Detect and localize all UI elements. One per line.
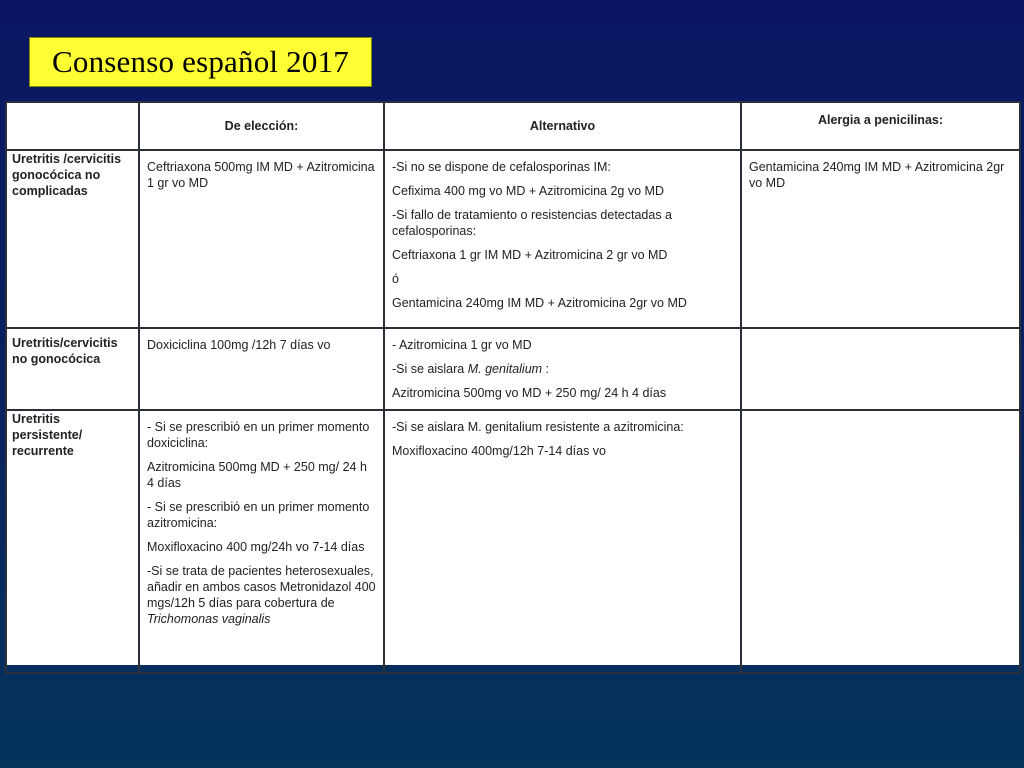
- header-cell-allergy: [741, 102, 1020, 150]
- header-cell-empty: [6, 102, 139, 150]
- cell-line: Gentamicina 240mg IM MD + Azitromicina 2gr vo MD: [392, 296, 687, 310]
- cell-line: Ceftriaxona 1 gr IM MD + Azitromicina 2 gr vo MD: [392, 248, 668, 262]
- header-choice: De elección:: [224, 119, 299, 133]
- choice-lines: [140, 151, 383, 191]
- alternative-cell: [384, 410, 741, 673]
- table-row: [6, 328, 1020, 410]
- choice-cell: [139, 410, 384, 673]
- cell-line: -Si fallo de tratamiento o resistencias detectadas a cefalosporinas:: [392, 208, 673, 238]
- line-fragment: :: [542, 362, 550, 376]
- line-fragment: -Si se trata de pacientes heterosexuales, añadir en ambos casos Metronidazol 400 mgs/12h 5 días para cobertura de: [147, 564, 376, 610]
- cell-line: Gentamicina 240mg IM MD + Azitromicina 2gr vo MD: [749, 160, 1005, 190]
- cell-line: Ceftriaxona 500mg IM MD + Azitromicina 1 gr vo MD: [147, 160, 375, 190]
- cell-line: [392, 361, 734, 377]
- allergy-cell: [741, 410, 1020, 673]
- allergy-lines: [742, 151, 1019, 191]
- title-box: [29, 37, 372, 87]
- cell-line: Moxifloxacino 400 mg/24h vo 7-14 días: [147, 540, 365, 554]
- cell-line: Azitromicina 500mg MD + 250 mg/ 24 h 4 días: [147, 460, 367, 490]
- row-label-cell: [6, 328, 139, 410]
- choice-lines: [140, 329, 383, 353]
- allergy-cell: [741, 328, 1020, 410]
- cell-line: Cefixima 400 mg vo MD + Azitromicina 2g vo MD: [392, 184, 664, 198]
- slide-title: Consenso español 2017: [52, 44, 349, 79]
- line-fragment: -Si se aislara: [392, 362, 468, 376]
- treatment-table-grid: [5, 101, 1021, 674]
- treatment-table: [5, 101, 1019, 665]
- cell-line: - Si se prescribió en un primer momento doxiciclina:: [147, 420, 370, 450]
- cell-line: - Azitromicina 1 gr vo MD: [392, 338, 532, 352]
- table-row: [6, 410, 1020, 673]
- alternative-lines: [385, 329, 740, 401]
- row-label-cell: [6, 410, 139, 673]
- alternative-cell: [384, 150, 741, 328]
- header-allergy: Alergia a penicilinas:: [817, 113, 944, 127]
- cell-line: -Si no se dispone de cefalosporinas IM:: [392, 160, 611, 174]
- allergy-lines: [742, 411, 1019, 419]
- alternative-cell: [384, 328, 741, 410]
- header-cell-choice: [139, 102, 384, 150]
- cell-line: -Si se aislara M. genitalium resistente a azitromicina:: [392, 420, 684, 434]
- alternative-lines: [385, 151, 740, 311]
- table-row: [6, 150, 1020, 328]
- cell-line: [147, 563, 377, 627]
- header-cell-alternative: [384, 102, 741, 150]
- choice-cell: [139, 328, 384, 410]
- row-label: Uretritis persistente/ recurrente: [12, 412, 83, 458]
- cell-line: Azitromicina 500mg vo MD + 250 mg/ 24 h 4 días: [392, 386, 667, 400]
- cell-line: ó: [392, 272, 399, 286]
- allergy-cell: [741, 150, 1020, 328]
- italic-term: M. genitalium: [467, 362, 543, 376]
- cell-line: - Si se prescribió en un primer momento azitromicina:: [147, 500, 370, 530]
- italic-term: Trichomonas vaginalis: [147, 612, 271, 626]
- row-label: Uretritis /cervicitis gonocócica no complicadas: [12, 152, 122, 198]
- header-alternative: Alternativo: [529, 119, 596, 133]
- header-row: [6, 102, 1020, 150]
- cell-line: Moxifloxacino 400mg/12h 7-14 días vo: [392, 444, 607, 458]
- row-label-cell: [6, 150, 139, 328]
- choice-lines: [140, 411, 383, 627]
- cell-line: Doxiciclina 100mg /12h 7 días vo: [147, 338, 331, 352]
- allergy-lines: [742, 329, 1019, 337]
- row-label: Uretritis/cervicitis no gonocócica: [12, 336, 118, 366]
- choice-cell: [139, 150, 384, 328]
- alternative-lines: [385, 411, 740, 459]
